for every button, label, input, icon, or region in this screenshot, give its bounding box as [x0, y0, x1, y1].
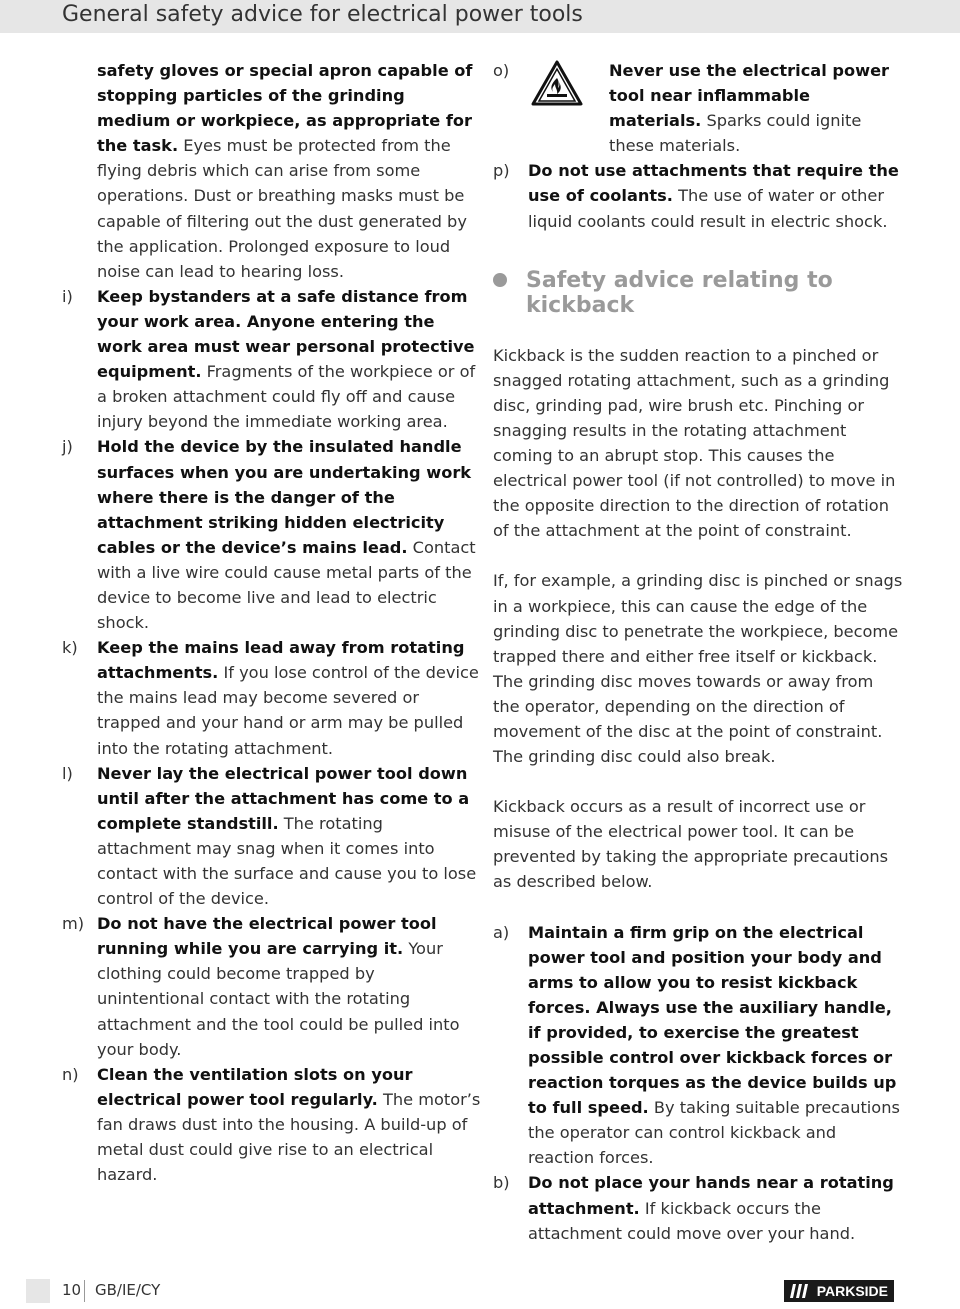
- item-label: i): [62, 286, 73, 306]
- item-text: By taking suitable precautions the operator can control kickback and reaction forces.: [528, 1098, 900, 1168]
- intro-text: Eyes must be protected from the flying debris which can arise from some operations. Dust or breathing masks must be capable of filtering out the dust generated by the application. Prolonged exposure to loud noise can lead to hearing loss.: [97, 136, 467, 281]
- list-item: [62, 635, 482, 760]
- item-label: m): [62, 914, 85, 934]
- flammable-warning-icon: [531, 60, 583, 106]
- list-item: [62, 284, 482, 435]
- item-bold: Hold the device by the insulated handle surfaces when you are undertaking work where there is the danger of the attachment striking hidden electricity cables or the device’s mains lead.: [97, 437, 472, 557]
- paragraph: Kickback occurs as a result of incorrect use or misuse of the electrical power tool. It can be prevented by taking the appropriate precautions as described below.: [493, 797, 889, 892]
- list-item: [493, 1170, 903, 1245]
- item-bold: Do not place your hands near a rotating attachment.: [528, 1173, 894, 1218]
- item-text: Fragments of the workpiece or of a broken attachment could fly off and cause injury beyond the immediate working area.: [97, 362, 476, 432]
- item-text: If kickback occurs the attachment could move over your hand.: [528, 1198, 856, 1243]
- logo-stripes-icon: [790, 1284, 810, 1298]
- item-bold: Do not use attachments that require the use of coolants.: [528, 161, 899, 206]
- list-item: [62, 434, 482, 635]
- list-item-o: [493, 58, 903, 158]
- item-label: j): [62, 437, 73, 457]
- item-label: n): [62, 1064, 79, 1084]
- item-text: The use of water or other liquid coolants could result in electric shock.: [528, 186, 888, 231]
- list-item-p: [493, 158, 903, 233]
- item-bold: Maintain a firm grip on the electrical power tool and position your body and arms to allow you to resist kickback forces. Always use the auxiliary handle, if provided, to exercise the greatest possible control over kickback forces or reaction torques as the device builds up to full speed.: [528, 922, 897, 1118]
- item-label: l): [62, 763, 73, 783]
- item-text: Sparks could ignite these materials.: [609, 111, 862, 156]
- list-item: [493, 920, 903, 1171]
- item-label: a): [493, 922, 510, 942]
- brand-logo: [784, 1280, 894, 1302]
- section-heading-text: Safety advice relating to kickback: [526, 267, 833, 318]
- paragraph: Kickback is the sudden reaction to a pinched or snagged rotating attachment, such as a grinding disc, grinding pad, wire brush etc. Pinching or snagging results in the rotating attachment coming to an abrupt stop. This causes the electrical power tool (if not controlled) to move in the opposite direction to the direction of rotation of the attachment at the point of constraint.: [493, 345, 896, 541]
- region-code: GB/IE/CY: [95, 1281, 161, 1299]
- left-column: [62, 58, 482, 1187]
- page-header-title: General safety advice for electrical power tools: [62, 2, 583, 27]
- item-bold: Keep the mains lead away from rotating attachments.: [97, 638, 465, 683]
- item-bold: Do not have the electrical power tool running while you are carrying it.: [97, 914, 437, 959]
- item-text: The rotating attachment may snag when it comes into contact with the surface and cause you to lose control of the device.: [97, 813, 477, 909]
- item-label: o): [493, 61, 510, 80]
- list-item: [62, 1062, 482, 1187]
- section-heading: [493, 268, 903, 318]
- bullet-icon: [493, 273, 507, 287]
- paragraph: If, for example, a grinding disc is pinched or snags in a workpiece, this can cause the edge of the grinding disc to penetrate the workpiece, become trapped there and either free itself or kickback. The grinding disc moves towards or away from the operator, depending on the direction of movement of the disc at the point of constraint. The grinding disc could also break.: [493, 571, 903, 767]
- list-item: [62, 761, 482, 912]
- item-bold: Never use the electrical power tool near inflammable materials.: [609, 61, 890, 131]
- intro-bold: safety gloves or special apron capable of stopping particles of the grinding medium or workpiece, as appropriate for the task.: [97, 61, 473, 156]
- right-column: [493, 58, 903, 1246]
- item-text: The motor’s fan draws dust into the housing. A build-up of metal dust could give rise to an electrical hazard.: [97, 1089, 481, 1185]
- item-text: Your clothing could become trapped by unintentional contact with the rotating attachment and the tool could be pulled into your body.: [97, 939, 460, 1059]
- page-header: [0, 0, 960, 33]
- page-number: 10: [62, 1281, 82, 1299]
- item-label: b): [493, 1173, 510, 1193]
- item-bold: Keep bystanders at a safe distance from your work area. Anyone entering the work area must wear personal protective equipment.: [97, 286, 475, 382]
- item-label: k): [62, 638, 78, 658]
- page-marker: [26, 1279, 50, 1303]
- footer-divider: [84, 1280, 85, 1302]
- brand-name: PARKSIDE: [816, 1283, 888, 1299]
- item-text: Contact with a live wire could cause metal parts of the device to become live and lead to electric shock.: [97, 537, 476, 633]
- item-label: p): [493, 161, 510, 181]
- item-text: If you lose control of the device the mains lead may become severed or trapped and your hand or arm may be pulled into the rotating attachment.: [97, 663, 479, 758]
- item-bold: Never lay the electrical power tool down until after the attachment has come to a complete standstill.: [97, 763, 470, 833]
- intro-paragraph: [62, 58, 482, 284]
- page-footer: [0, 1278, 960, 1306]
- list-item: [62, 911, 482, 1062]
- item-bold: Clean the ventilation slots on your electrical power tool regularly.: [97, 1064, 413, 1109]
